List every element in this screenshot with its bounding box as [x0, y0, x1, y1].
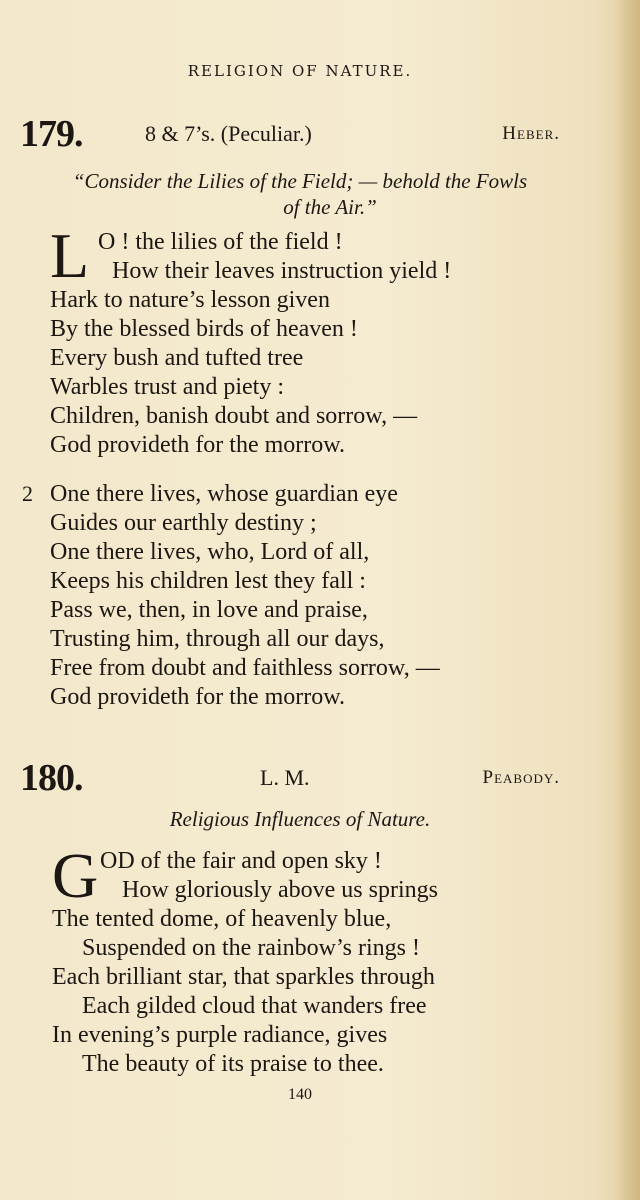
drop-cap: L	[50, 220, 90, 291]
verse-line: Suspended on the rainbow’s rings !	[82, 935, 420, 961]
hymn-author: Peabody.	[482, 767, 560, 788]
hymn-number: 180.	[20, 757, 83, 799]
verse-line: Every bush and tufted tree	[50, 345, 304, 371]
running-header: RELIGION OF NATURE.	[187, 62, 413, 80]
hymn-subtitle-line-1: “Consider the Lilies of the Field; — behold the Fowls	[72, 169, 528, 193]
verse-line: One there lives, whose guardian eye	[50, 481, 398, 507]
hymn-subtitle-line-2: of the Air.”	[283, 195, 377, 219]
hymn-meter: 8 & 7’s. (Peculiar.)	[145, 121, 312, 146]
verse-line: Guides our earthly destiny ;	[50, 510, 317, 536]
verse-line: Free from doubt and faithless sorrow, —	[50, 655, 440, 681]
hymn-number: 179.	[20, 113, 83, 155]
hymn-meter: L. M.	[260, 765, 310, 790]
verse-line: Keeps his children lest they fall :	[50, 568, 366, 594]
verse-line: Each gilded cloud that wanders free	[82, 993, 427, 1019]
hymn-179-heading	[20, 112, 560, 162]
verse-line: Children, banish doubt and sorrow, —	[50, 403, 418, 429]
verse-line: O ! the lilies of the field !	[98, 229, 343, 255]
verse-line: Trusting him, through all our days,	[50, 626, 385, 652]
drop-cap: G	[52, 840, 99, 911]
hymn-subtitle: Religious Influences of Nature.	[169, 807, 431, 831]
verse-line: How gloriously above us springs	[122, 877, 438, 903]
hymn-180-heading	[20, 756, 560, 806]
verse-line: Hark to nature’s lesson given	[50, 287, 330, 313]
verse-line: By the blessed birds of heaven !	[50, 316, 358, 342]
page-number: 140	[288, 1086, 312, 1103]
verse-line: How their leaves instruction yield !	[112, 258, 452, 284]
verse-line: Each brilliant star, that sparkles through	[52, 964, 435, 990]
stanza-number: 2	[22, 481, 33, 506]
verse-line: Pass we, then, in love and praise,	[50, 597, 368, 623]
verse-line: OD of the fair and open sky !	[100, 848, 382, 874]
verse-line: God provideth for the morrow.	[50, 432, 346, 458]
verse-line: One there lives, who, Lord of all,	[50, 539, 370, 565]
verse-line: The tented dome, of heavenly blue,	[52, 906, 392, 932]
verse-line: The beauty of its praise to thee.	[82, 1051, 384, 1077]
verse-line: Warbles trust and piety :	[50, 374, 285, 400]
hymn-author: Heber.	[502, 123, 560, 144]
page-edge-shadow	[614, 0, 640, 1200]
verse-line: In evening’s purple radiance, gives	[52, 1022, 388, 1048]
verse-line: God provideth for the morrow.	[50, 684, 346, 710]
